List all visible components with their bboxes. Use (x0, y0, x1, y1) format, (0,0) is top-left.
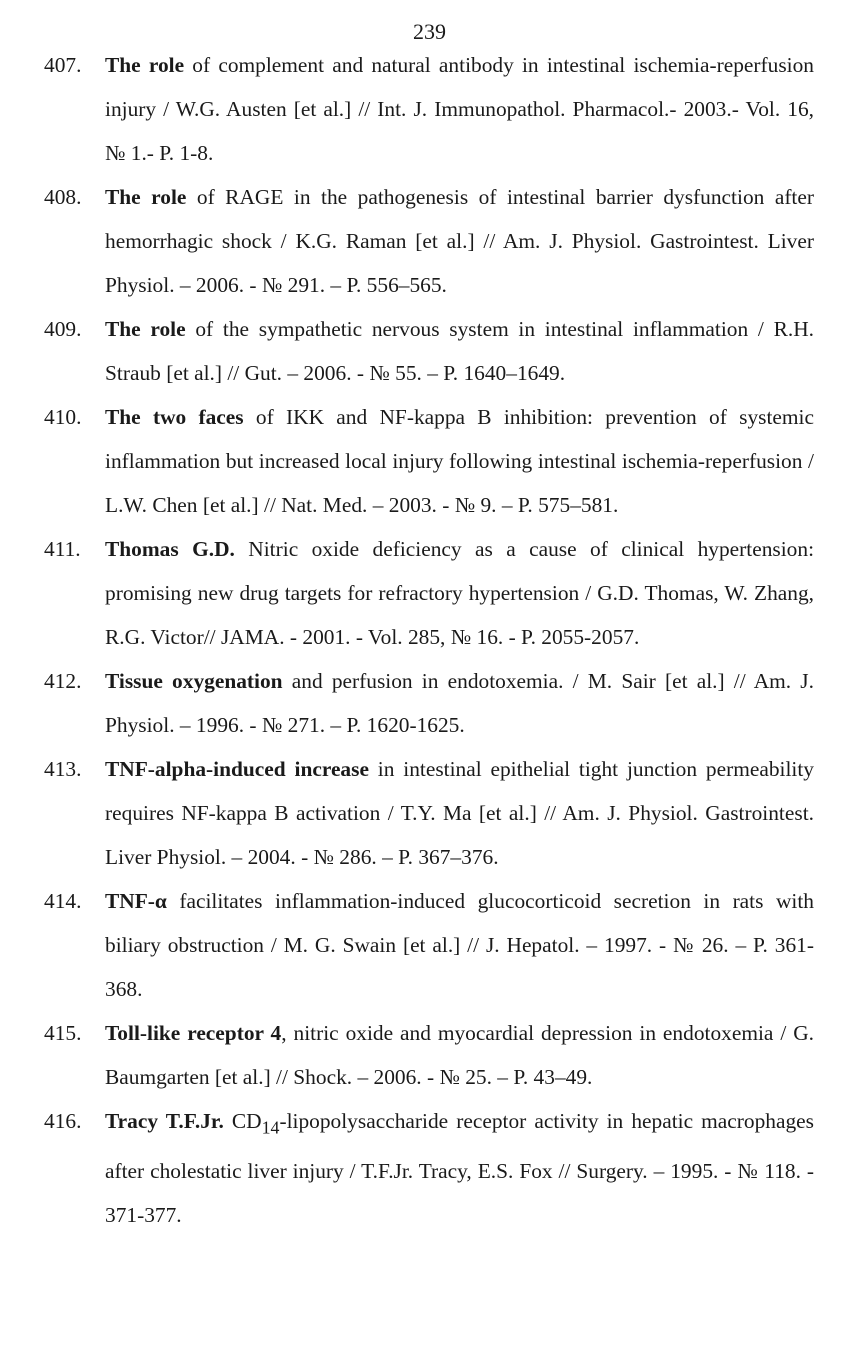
reference-text: -lipopolysaccharide receptor activity in hepatic macrophages after cholestatic liver injury / T.F.Jr. Tracy, E.S. Fox // Surgery. – 1995. - № 118. - 371-377. (105, 1109, 814, 1228)
reference-number: 408. (44, 185, 82, 209)
reference-text: Nitric oxide deficiency as a cause of clinical hypertension: promising new drug targets for refractory hypertension / G.D. Thomas, W. Zhang, R.G. Victor// JAMA. - 2001. - Vol. 285, № 16. - P. 2055-2057. (105, 537, 815, 649)
reference-lead: Tracy T.F.Jr. (105, 1109, 224, 1133)
reference-item (44, 1099, 814, 1237)
reference-item (44, 307, 814, 395)
reference-number: 414. (44, 889, 82, 913)
reference-list (44, 43, 814, 1237)
reference-lead: Toll-like receptor 4 (105, 1021, 282, 1045)
reference-text: of complement and natural antibody in intestinal ischemia-reperfusion injury / W.G. Austen [et al.] // Int. J. Immunopathol. Pharmacol.- 2003.- Vol. 16, № 1.- P. 1-8. (105, 53, 815, 165)
reference-item (44, 43, 814, 175)
reference-item (44, 1011, 814, 1099)
reference-number: 411. (44, 537, 81, 561)
reference-text: facilitates inflammation-induced glucocorticoid secretion in rats with biliary obstruction / M. G. Swain [et al.] // J. Hepatol. – 1997. - № 26. – P. 361-368. (105, 889, 814, 1001)
reference-item (44, 395, 814, 527)
reference-lead: The role (105, 185, 187, 209)
reference-lead: TNF-α (105, 889, 167, 913)
reference-number: 416. (44, 1109, 82, 1133)
reference-text: of RAGE in the pathogenesis of intestinal barrier dysfunction after hemorrhagic shock / K.G. Raman [et al.] // Am. J. Physiol. Gastrointest. Liver Physiol. – 2006. - № 291. – P. 556–565. (105, 185, 814, 297)
reference-lead: Thomas G.D. (105, 537, 235, 561)
reference-lead: The role (105, 317, 186, 341)
reference-number: 415. (44, 1021, 82, 1045)
reference-item (44, 747, 814, 879)
reference-number: 412. (44, 669, 82, 693)
reference-number: 413. (44, 757, 82, 781)
reference-lead: TNF-alpha-induced increase (105, 757, 369, 781)
reference-lead: The two faces (105, 405, 244, 429)
reference-text: , nitric oxide and myocardial depression in endotoxemia / G. Baumgarten [et al.] // Shock. – 2006. - № 25. – P. 43–49. (105, 1021, 815, 1089)
reference-text: in intestinal epithelial tight junction permeability requires NF-kappa B activation / T.Y. Ma [et al.] // Am. J. Physiol. Gastrointest. Liver Physiol. – 2004. - № 286. – P. 367–376. (105, 757, 814, 869)
reference-number: 407. (44, 53, 82, 77)
reference-number: 410. (44, 405, 82, 429)
reference-text: and perfusion in endotoxemia. / M. Sair [et al.] // Am. J. Physiol. – 1996. - № 271. – P. 1620-1625. (105, 669, 814, 737)
reference-item (44, 659, 814, 747)
reference-text: of the sympathetic nervous system in intestinal inflammation / R.H. Straub [et al.] // Gut. – 2006. - № 55. – P. 1640–1649. (105, 317, 814, 385)
reference-item (44, 879, 814, 1011)
reference-lead: The role (105, 53, 185, 77)
reference-number: 409. (44, 317, 82, 341)
subscript: 14 (261, 1117, 280, 1138)
reference-item (44, 527, 814, 659)
reference-item (44, 175, 814, 307)
page-number: 239 (413, 19, 446, 44)
reference-lead: Tissue oxygenation (105, 669, 283, 693)
reference-text-prefix: CD (223, 1109, 262, 1133)
reference-text: of IKK and NF-kappa B inhibition: prevention of systemic inflammation but increased local injury following intestinal ischemia-reperfusion / L.W. Chen [et al.] // Nat. Med. – 2003. - № 9. – P. 575–581. (105, 405, 814, 517)
